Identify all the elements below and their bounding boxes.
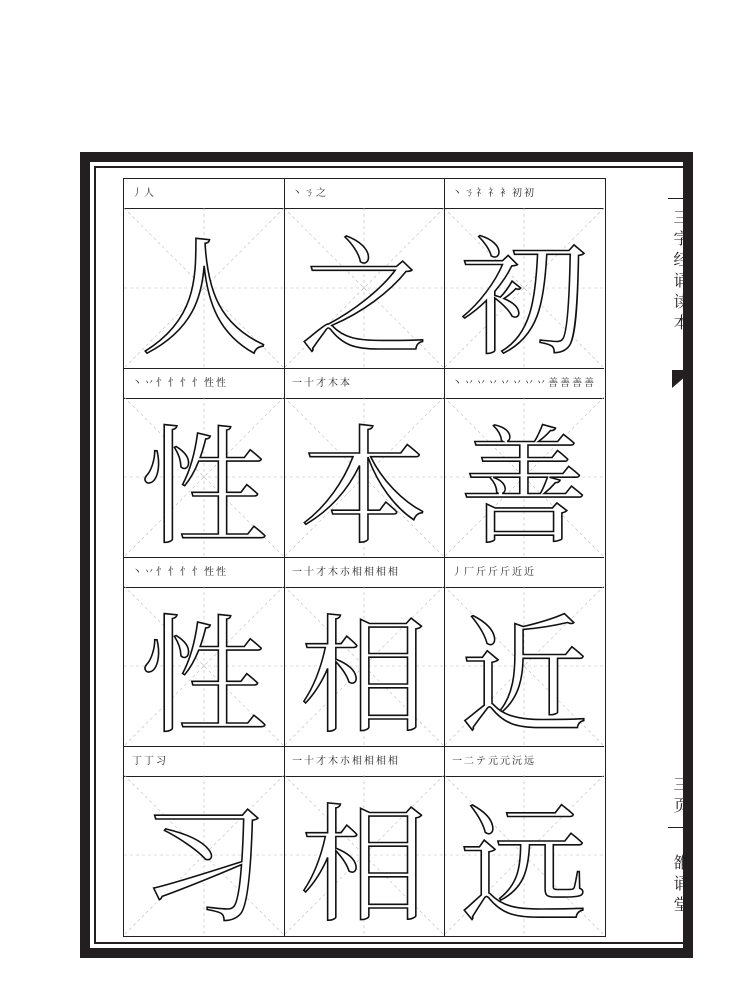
stroke-order-text: 丶丷忄忄忄忄性性: [132, 378, 228, 389]
mi-grid-cell: [284, 586, 444, 752]
outline-character: 近: [459, 603, 588, 752]
outline-character: 初: [459, 225, 588, 374]
outline-character: 相: [299, 603, 428, 752]
margin-rule: [668, 198, 693, 199]
stroke-order-text: 一十才木本: [292, 378, 352, 389]
side-margin: [668, 172, 693, 944]
outline-character: 远: [459, 792, 588, 941]
stroke-order-text: 丶丷丷丷丷丷丷丷善善善善: [452, 378, 596, 389]
outline-character: 性: [139, 603, 268, 752]
mi-grid-cell: [444, 586, 604, 752]
mi-grid-cell: [124, 775, 284, 941]
outline-character: 相: [299, 792, 428, 941]
practice-grid: [123, 178, 606, 941]
outline-character: 之: [299, 225, 428, 374]
stroke-order-text: 一十才木朩相相相相: [292, 567, 400, 578]
stroke-order-text: 丶ㄋ之: [292, 188, 328, 199]
mi-grid-cell: [124, 586, 284, 752]
publisher-name: 雒诵堂: [671, 853, 690, 917]
column-divider: [444, 179, 445, 936]
mi-grid-cell: [284, 397, 444, 563]
fold-marker: [672, 370, 693, 388]
page-label: 三页: [671, 776, 690, 818]
outline-character: 本: [299, 414, 428, 563]
mi-grid-cell: [444, 775, 604, 941]
mi-grid-cell: [444, 397, 604, 563]
stroke-order-text: 丶ㄋ礻礻衤初初: [452, 188, 536, 199]
mi-grid-cell: [124, 208, 284, 374]
outline-character: 人: [139, 225, 268, 374]
book-title: 三字经诵读本: [671, 209, 690, 335]
outline-character: 习: [139, 792, 268, 941]
outline-character: 性: [139, 414, 268, 563]
mi-grid-cell: [284, 775, 444, 941]
margin-rule: [668, 827, 693, 828]
stroke-order-text: 丿厂斤斤斤近近: [452, 567, 536, 578]
mi-grid-cell: [124, 397, 284, 563]
stroke-order-text: 丶丷忄忄忄忄性性: [132, 567, 228, 578]
outline-character: 善: [459, 414, 588, 563]
stroke-order-text: 一十才木朩相相相相: [292, 756, 400, 767]
column-divider: [284, 179, 285, 936]
stroke-order-text: 丁丁习: [132, 756, 168, 767]
stroke-order-text: 丿人: [132, 188, 156, 199]
mi-grid-cell: [284, 208, 444, 374]
mi-grid-cell: [444, 208, 604, 374]
stroke-order-text: 一二テ元元沅远: [452, 756, 536, 767]
